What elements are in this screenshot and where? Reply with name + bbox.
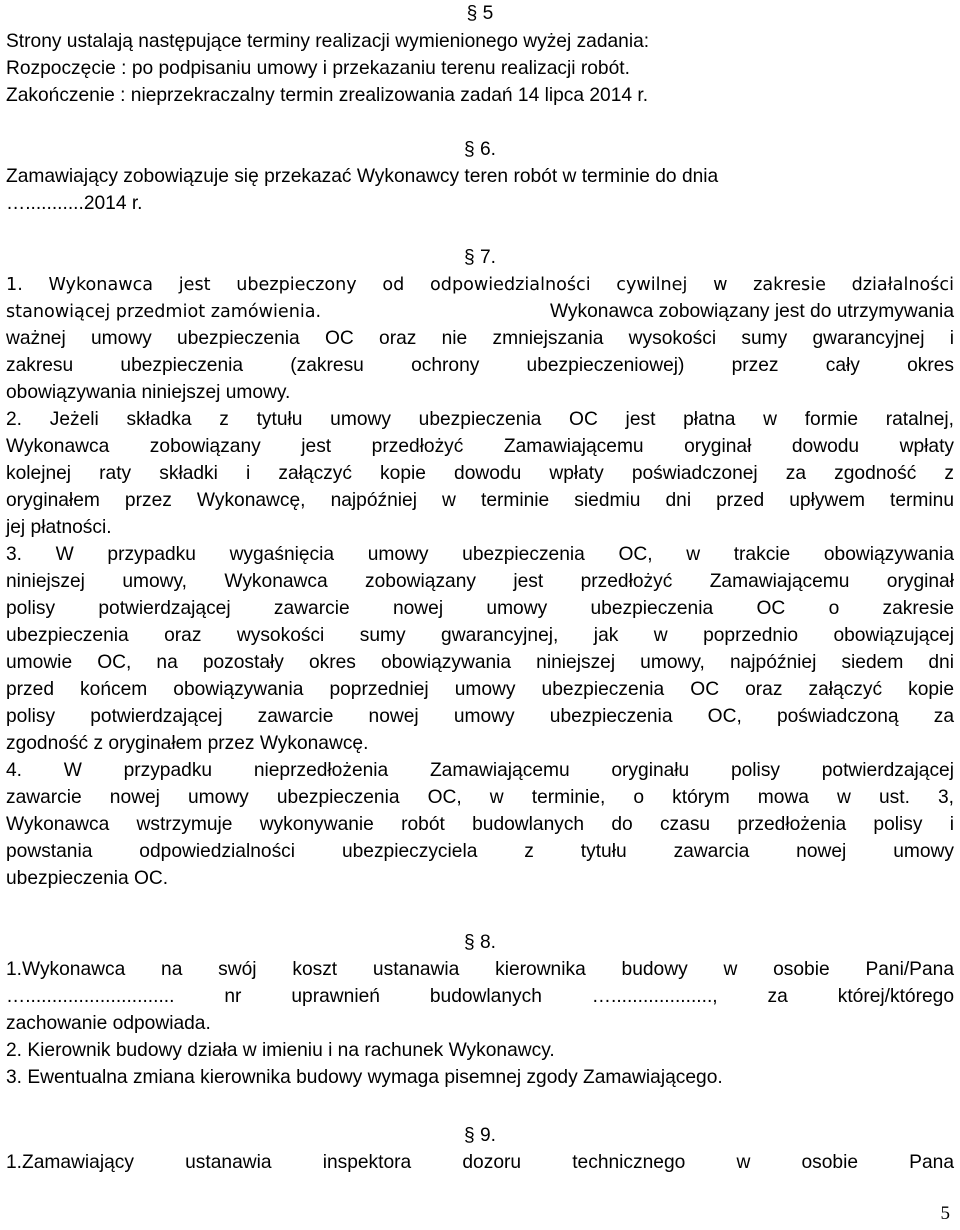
paragraph-line: Zamawiający zobowiązuje się przekazać Wykonawcy teren robót w terminie do dnia [6,166,719,187]
paragraph-line: 2. Kierownik budowy działa w imieniu i na rachunek Wykonawcy. [6,1040,555,1061]
paragraph-line: Wykonawca wstrzymuje wykonywanie robót budowlanych do czasu przedłożenia polisy i [6,814,954,835]
paragraph-line: Strony ustalają następujące terminy realizacji wymienionego wyżej zadania: [6,31,650,52]
section-8-heading: § 8. [463,932,496,953]
paragraph-line: 2. Jeżeli składka z tytułu umowy ubezpieczenia OC jest płatna w formie ratalnej, [6,409,954,430]
page-number: 5 [940,1203,950,1224]
paragraph-line: zawarcie nowej umowy ubezpieczenia OC, w terminie, o którym mowa w ust. 3, [6,787,954,808]
paragraph-line: oryginałem przez Wykonawcę, najpóźniej w terminie siedmiu dni przed upływem terminu [6,490,954,511]
paragraph-line: 1. Wykonawca jest ubezpieczony od odpowiedzialności cywilnej w zakresie działalności [6,275,954,295]
paragraph-line: ubezpieczenia oraz wysokości sumy gwarancyjnej, jak w poprzednio obowiązującej [6,625,954,646]
paragraph-line: ważnej umowy ubezpieczenia OC oraz nie zmniejszania wysokości sumy gwarancyjnej i [6,328,954,349]
paragraph-line-mixed [6,300,954,324]
paragraph-line: 3. W przypadku wygaśnięcia umowy ubezpieczenia OC, w trakcie obowiązywania [6,544,954,565]
paragraph-line: zgodność z oryginałem przez Wykonawcę. [6,733,369,754]
paragraph-line: Zakończenie : nieprzekraczalny termin zrealizowania zadań 14 lipca 2014 r. [6,85,649,106]
paragraph-fragment: Wykonawca zobowiązany jest do utrzymywania [549,301,954,322]
paragraph-line: …............................ nr uprawnień budowlanych …..................., za której/którego [6,986,954,1007]
paragraph-line: Wykonawca zobowiązany jest przedłożyć Zamawiającemu oryginał dowodu wpłaty [6,436,954,457]
paragraph-line: …...........2014 r. [6,193,143,214]
paragraph-line: jej płatności. [6,517,112,538]
paragraph-line: polisy potwierdzającej zawarcie nowej umowy ubezpieczenia OC, poświadczoną za [6,706,954,727]
section-5-heading: § 5 [466,3,494,24]
paragraph-line: powstania odpowiedzialności ubezpieczyciela z tytułu zawarcia nowej umowy [6,841,954,862]
paragraph-line: 4. W przypadku nieprzedłożenia Zamawiającemu oryginału polisy potwierdzającej [6,760,954,781]
paragraph-line: umowie OC, na pozostały okres obowiązywania niniejszej umowy, najpóźniej siedem dni [6,652,954,673]
paragraph-line: przed końcem obowiązywania poprzedniej umowy ubezpieczenia OC oraz załączyć kopie [6,679,954,700]
paragraph-line: 1.Zamawiający ustanawia inspektora dozoru technicznego w osobie Pana [6,1152,954,1173]
paragraph-line: niniejszej umowy, Wykonawca zobowiązany jest przedłożyć Zamawiającemu oryginał [6,571,954,592]
paragraph-line: zachowanie odpowiada. [6,1013,211,1034]
paragraph-line: kolejnej raty składki i załączyć kopie dowodu wpłaty poświadczonej za zgodność z [6,463,954,484]
paragraph-line: 3. Ewentualna zmiana kierownika budowy wymaga pisemnej zgody Zamawiającego. [6,1067,723,1088]
paragraph-line: obowiązywania niniejszej umowy. [6,382,291,403]
section-6-heading: § 6. [463,139,496,160]
section-9-heading: § 9. [463,1125,496,1146]
paragraph-line: Rozpoczęcie : po podpisaniu umowy i przekazaniu terenu realizacji robót. [6,58,630,79]
paragraph-line: ubezpieczenia OC. [6,868,169,889]
paragraph-line: polisy potwierdzającej zawarcie nowej umowy ubezpieczenia OC o zakresie [6,598,954,619]
paragraph-line: 1.Wykonawca na swój koszt ustanawia kierownika budowy w osobie Pani/Pana [6,959,954,980]
paragraph-fragment: stanowiącej przedmiot zamówienia. [6,302,322,322]
section-7-heading: § 7. [463,247,496,268]
paragraph-line: zakresu ubezpieczenia (zakresu ochrony ubezpieczeniowej) przez cały okres [6,355,954,376]
